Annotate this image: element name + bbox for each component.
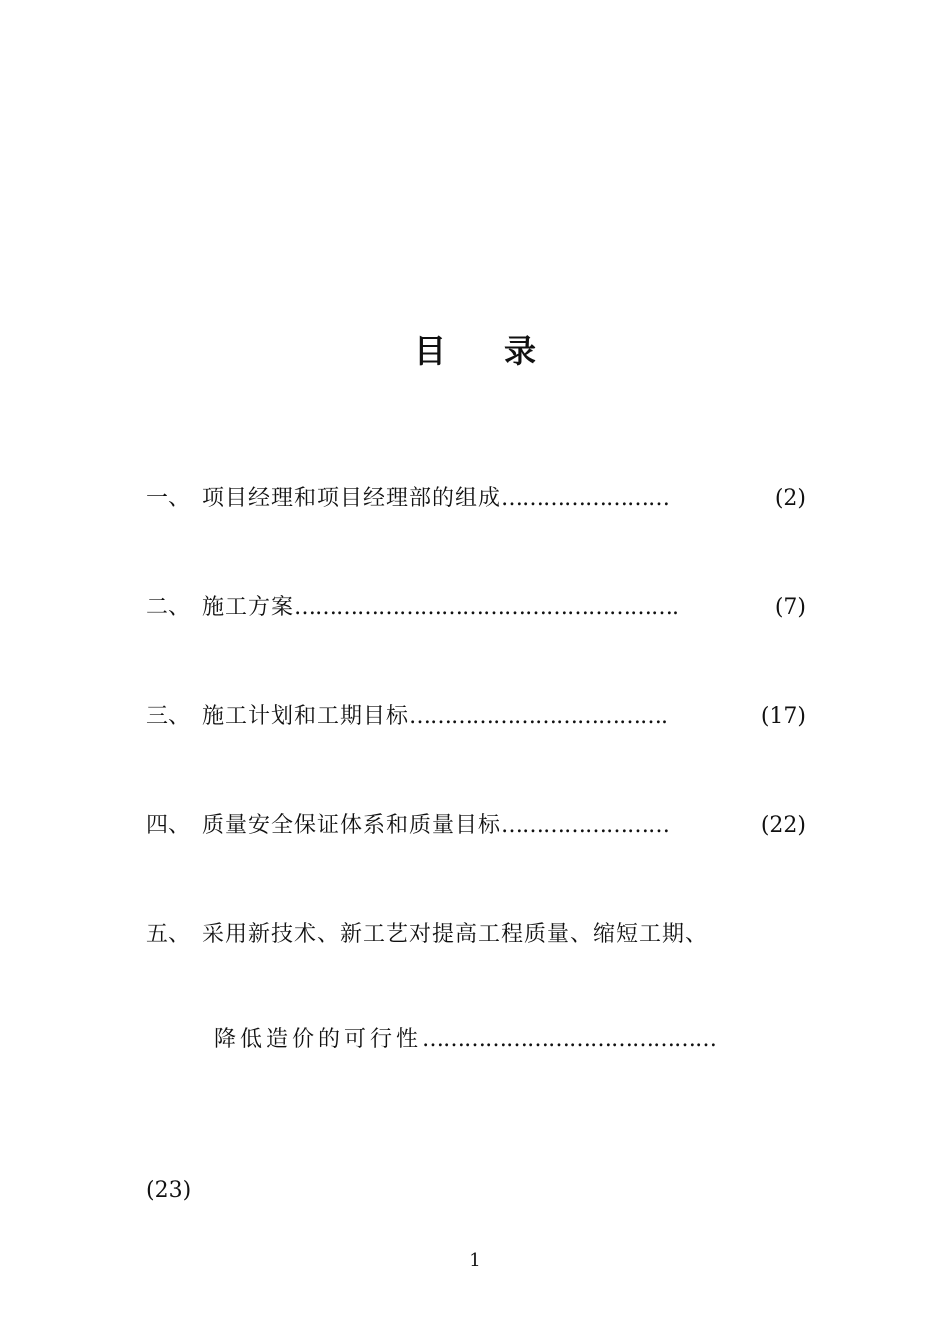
toc-entry-2[interactable] [146,593,806,623]
toc-entry-page: (22) [760,813,806,838]
toc-entry-text: 施工计划和工期目标 [202,704,410,729]
toc-entry-text: 采用新技术、新工艺对提高工程质量、缩短工期、 [202,922,709,947]
toc-leader-dots: ………………………………. [409,704,668,729]
toc-title [0,326,950,372]
toc-leader-dots: …………………… [501,813,670,838]
toc-entry-4[interactable] [146,811,806,841]
toc-leader-dots: …………………………………… [422,1027,717,1052]
toc-title-char-2: 录 [504,332,537,370]
toc-entry-page: (7) [774,595,806,620]
toc-entry-5[interactable] [146,920,806,950]
toc-entry-page: (2) [774,486,806,511]
toc-leader-dots: ………………………………………………. [294,595,679,620]
toc-entry-text: 降低造价的可行性 [214,1027,423,1052]
toc-entry-text: 质量安全保证体系和质量目标 [202,813,502,838]
toc-entry-number: 三、 [146,704,191,729]
toc-entry-number: 一、 [146,486,191,511]
toc-entry-number: 二、 [146,595,191,620]
toc-leader-dots: …………………… [501,486,670,511]
toc-entry-text: 施工方案 [202,595,295,620]
toc-title-char-1: 目 [413,332,446,370]
toc-entry-page: (17) [760,704,806,729]
toc-entry-5-continuation[interactable] [214,1025,806,1055]
toc-entry-3[interactable] [146,702,806,732]
toc-entry-number: 五、 [146,922,191,947]
toc-entry-1[interactable] [146,484,806,514]
toc-entry-number: 四、 [146,813,191,838]
toc-entry-5-page: (23) [146,1178,192,1203]
toc-entry-text: 项目经理和项目经理部的组成 [202,486,502,511]
page-number: 1 [469,1250,481,1271]
